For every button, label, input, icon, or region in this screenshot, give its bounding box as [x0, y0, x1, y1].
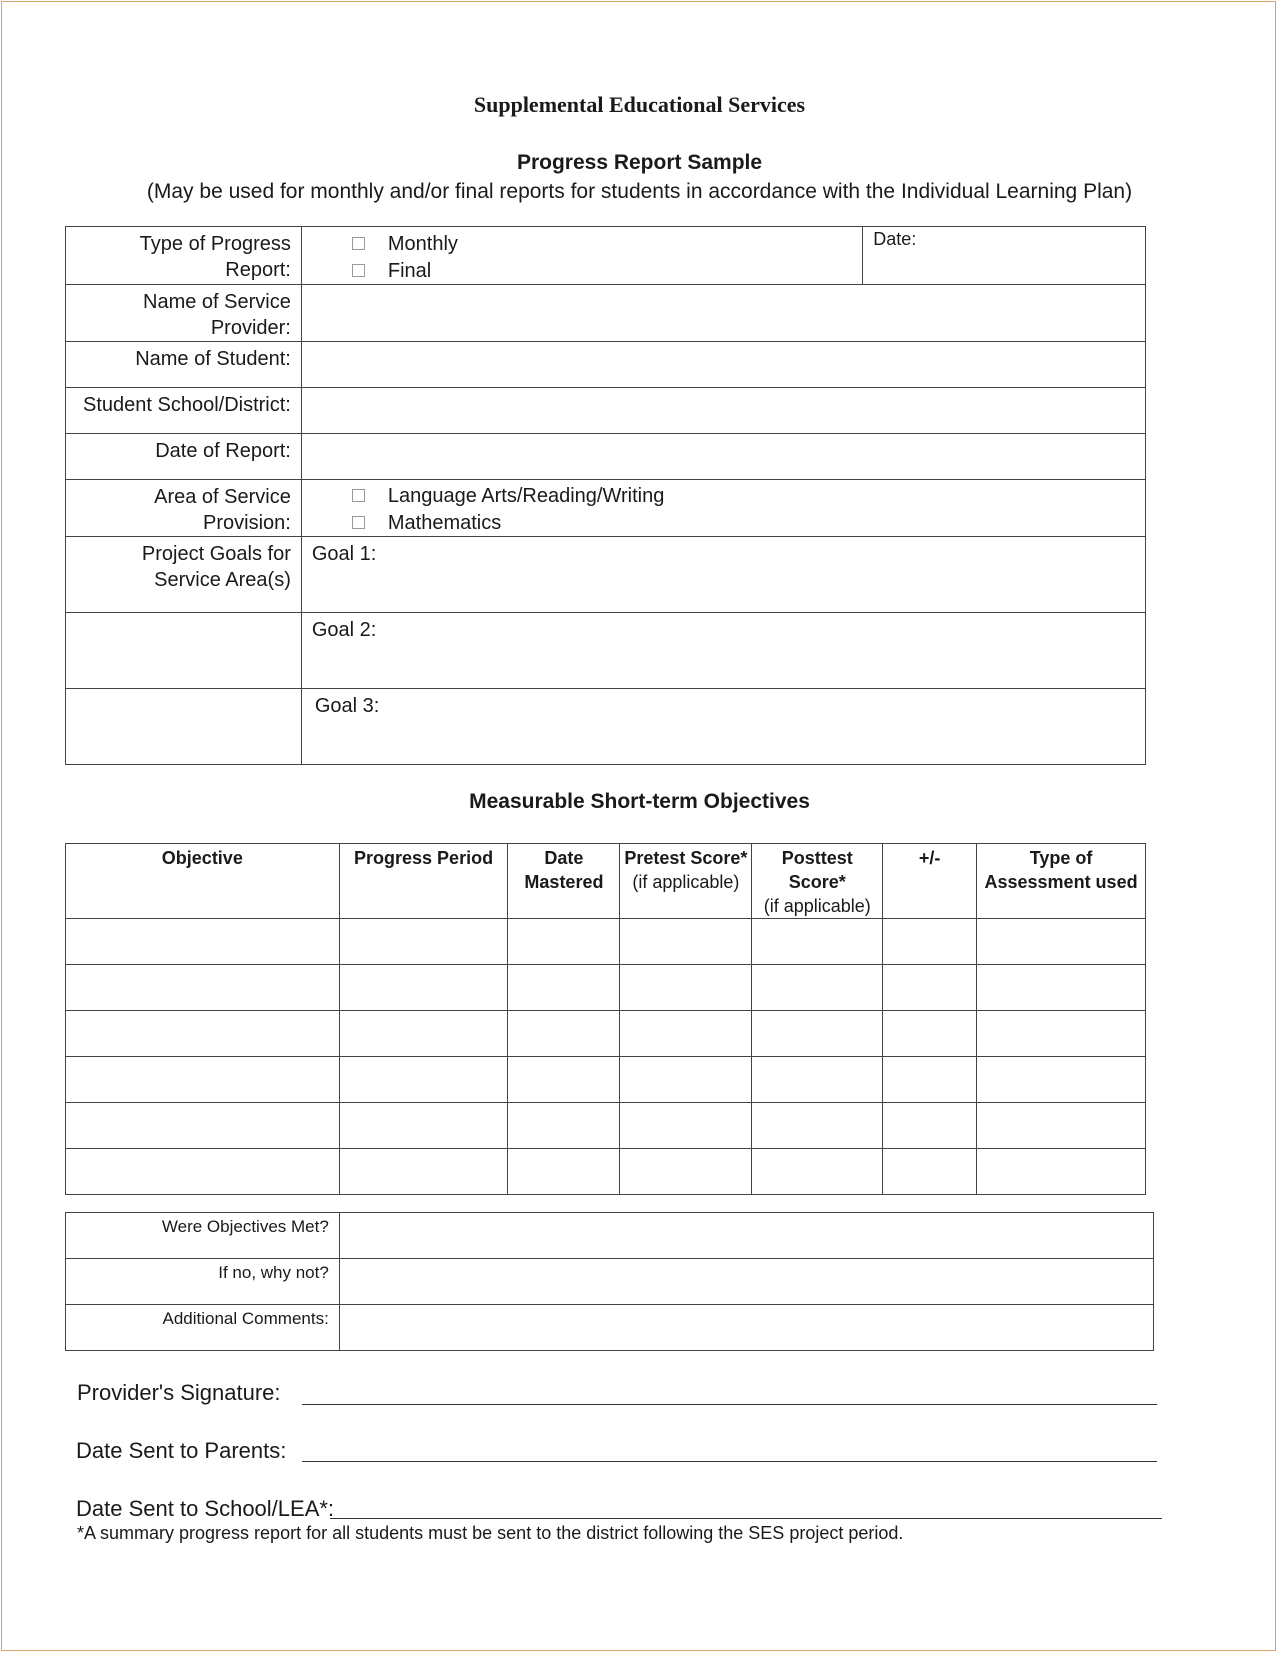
objectives-met-field[interactable] [339, 1213, 1153, 1259]
column-title: Type of Assessment used [984, 848, 1138, 892]
table-cell[interactable] [883, 1103, 977, 1149]
table-cell[interactable] [977, 965, 1146, 1011]
school-date-line[interactable] [330, 1518, 1162, 1519]
table-cell[interactable] [883, 1011, 977, 1057]
table-cell[interactable] [620, 1057, 752, 1103]
table-cell[interactable] [339, 1057, 508, 1103]
goals-spacer [66, 613, 302, 689]
school-label: Student School/District: [66, 388, 302, 434]
goal-3-field[interactable] [301, 689, 1145, 765]
table-cell[interactable] [620, 1103, 752, 1149]
date-label: Date: [873, 229, 917, 249]
table-cell[interactable] [977, 1149, 1146, 1195]
parents-date-label: Date Sent to Parents: [76, 1438, 287, 1463]
objectives-header-row [66, 844, 1146, 919]
checkbox-icon[interactable] [352, 264, 365, 277]
document-subtitle: Progress Report Sample [516, 151, 763, 174]
table-cell[interactable] [752, 965, 883, 1011]
objectives-heading: Measurable Short-term Objectives [469, 790, 810, 813]
option-label: Language Arts/Reading/Writing [387, 484, 665, 507]
table-cell[interactable] [883, 1149, 977, 1195]
school-field[interactable] [301, 388, 1145, 434]
goals-label: Project Goals for Service Area(s) [66, 537, 302, 613]
type-options [301, 227, 862, 285]
table-cell[interactable] [508, 965, 620, 1011]
why-not-label: If no, why not? [66, 1259, 340, 1305]
date-field[interactable] [863, 227, 1146, 285]
table-cell[interactable] [508, 1011, 620, 1057]
objectives-met-label: Were Objectives Met? [66, 1213, 340, 1259]
goal-label: Goal 2: [311, 619, 377, 641]
table-row [66, 1103, 1146, 1149]
column-title: Posttest Score* [781, 848, 853, 892]
table-row [66, 1011, 1146, 1057]
area-options [301, 480, 1145, 537]
student-label: Name of Student: [66, 342, 302, 388]
table-row [66, 965, 1146, 1011]
why-not-field[interactable] [339, 1259, 1153, 1305]
table-cell[interactable] [620, 919, 752, 965]
table-cell[interactable] [977, 1057, 1146, 1103]
table-cell[interactable] [508, 919, 620, 965]
table-cell[interactable] [66, 1011, 340, 1057]
objectives-body [66, 919, 1146, 1195]
table-cell[interactable] [339, 965, 508, 1011]
school-date-label: Date Sent to School/LEA*: [76, 1496, 335, 1521]
table-cell[interactable] [339, 919, 508, 965]
table-row [66, 1149, 1146, 1195]
option-final[interactable] [312, 257, 852, 284]
table-cell[interactable] [620, 1011, 752, 1057]
goal-1-field[interactable] [301, 537, 1145, 613]
table-cell[interactable] [752, 1149, 883, 1195]
table-cell[interactable] [977, 1103, 1146, 1149]
table-cell[interactable] [752, 919, 883, 965]
type-label: Type of Progress Report: [66, 227, 302, 285]
column-title: Objective [161, 848, 243, 868]
provider-label: Name of Service Provider: [66, 285, 302, 342]
checkbox-icon[interactable] [352, 489, 365, 502]
column-note: (if applicable) [632, 872, 740, 892]
table-cell[interactable] [977, 1011, 1146, 1057]
document-subnote: (May be used for monthly and/or final reports for students in accordance with the Individual Learning Plan) [146, 180, 1133, 203]
option-monthly[interactable] [312, 230, 852, 257]
table-cell[interactable] [752, 1011, 883, 1057]
table-row [66, 919, 1146, 965]
table-cell[interactable] [620, 1149, 752, 1195]
area-label: Area of Service Provision: [66, 480, 302, 537]
option-label: Monthly [387, 232, 458, 255]
table-cell[interactable] [508, 1103, 620, 1149]
table-cell[interactable] [883, 919, 977, 965]
column-header [66, 844, 340, 919]
table-cell[interactable] [752, 1057, 883, 1103]
table-cell[interactable] [883, 965, 977, 1011]
footnote: *A summary progress report for all students must be sent to the district following the SES project period. [77, 1523, 904, 1543]
option-label: Final [387, 259, 432, 282]
goal-label: Goal 1: [311, 543, 377, 565]
document-title: Supplemental Educational Services [473, 92, 806, 117]
table-cell[interactable] [883, 1057, 977, 1103]
table-cell[interactable] [66, 1103, 340, 1149]
comments-label: Additional Comments: [66, 1305, 340, 1351]
table-cell[interactable] [339, 1149, 508, 1195]
objectives-table [65, 843, 1146, 1195]
provider-field[interactable] [301, 285, 1145, 342]
column-header [977, 844, 1146, 919]
column-header [883, 844, 977, 919]
checkbox-icon[interactable] [352, 237, 365, 250]
provider-signature-line[interactable] [302, 1404, 1157, 1405]
report-date-label: Date of Report: [66, 434, 302, 480]
parents-date-line[interactable] [302, 1461, 1157, 1462]
option-mathematics[interactable] [312, 509, 1135, 536]
table-cell[interactable] [339, 1103, 508, 1149]
goal-2-field[interactable] [301, 613, 1145, 689]
table-cell[interactable] [66, 919, 340, 965]
checkbox-icon[interactable] [352, 516, 365, 529]
column-header [339, 844, 508, 919]
table-cell[interactable] [620, 965, 752, 1011]
provider-signature-label: Provider's Signature: [77, 1380, 281, 1405]
table-cell[interactable] [339, 1011, 508, 1057]
column-title: +/- [918, 848, 941, 868]
goals-spacer [66, 689, 302, 765]
table-cell[interactable] [66, 1057, 340, 1103]
option-language-arts[interactable] [312, 482, 1135, 509]
column-header [752, 844, 883, 919]
column-title: Pretest Score* [624, 848, 748, 868]
table-cell[interactable] [66, 1149, 340, 1195]
option-label: Mathematics [387, 511, 502, 534]
goal-label: Goal 3: [314, 695, 380, 717]
table-cell[interactable] [508, 1057, 620, 1103]
table-cell[interactable] [66, 965, 340, 1011]
table-cell[interactable] [508, 1149, 620, 1195]
report-date-field[interactable] [301, 434, 1145, 480]
table-row [66, 1057, 1146, 1103]
review-table [65, 1212, 1154, 1351]
column-header [508, 844, 620, 919]
column-header [620, 844, 752, 919]
column-title: Date Mastered [524, 848, 604, 892]
table-cell[interactable] [752, 1103, 883, 1149]
table-cell[interactable] [977, 919, 1146, 965]
report-info-table [65, 226, 1146, 765]
comments-field[interactable] [339, 1305, 1153, 1351]
column-note: (if applicable) [763, 896, 871, 916]
student-field[interactable] [301, 342, 1145, 388]
column-title: Progress Period [354, 848, 494, 868]
